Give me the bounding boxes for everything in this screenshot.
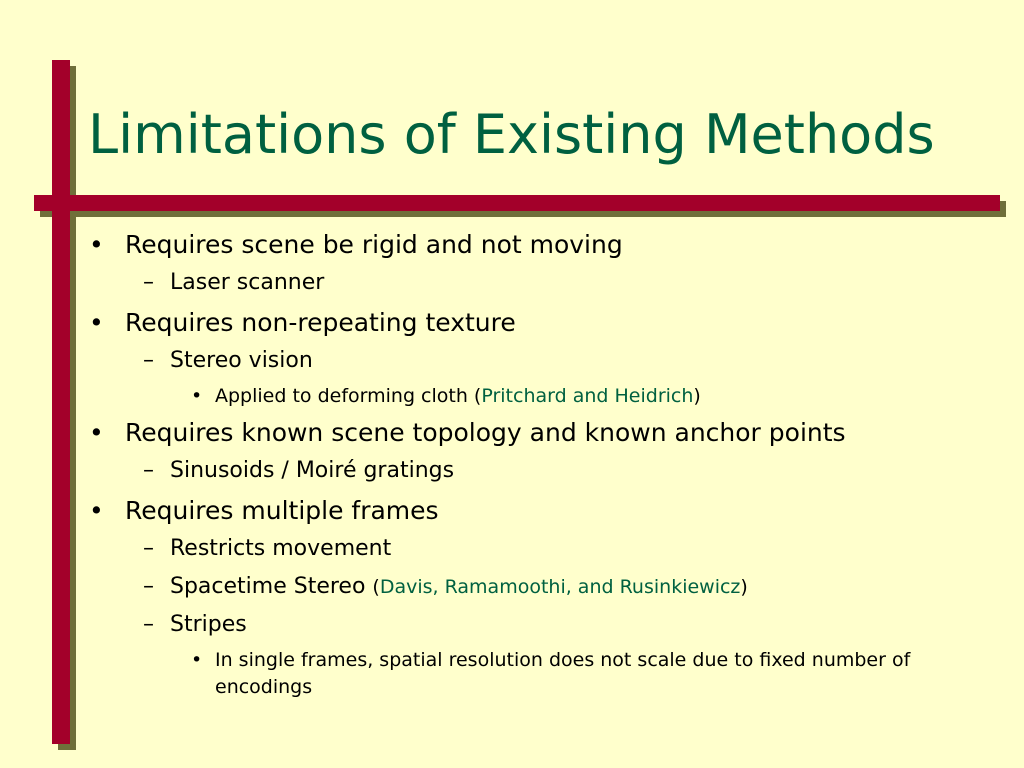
citation-close: ) — [740, 576, 748, 598]
sub-bullet-text: Laser scanner — [170, 270, 325, 295]
bullet-item — [85, 414, 985, 452]
bullet-item — [85, 226, 985, 264]
bullet-marker: • — [89, 308, 104, 337]
sub-bullet-item — [85, 264, 985, 302]
dash-marker: – — [143, 612, 154, 637]
sub-bullet-item — [85, 530, 985, 568]
dash-marker: – — [143, 348, 154, 373]
sub-bullet-text: Stripes — [170, 612, 247, 637]
dash-marker: – — [143, 458, 154, 483]
citation-open: ( — [372, 576, 380, 598]
bullet-marker: • — [89, 496, 104, 525]
bullet-text: Requires multiple frames — [125, 496, 439, 525]
dash-marker: – — [143, 574, 154, 599]
bullet-marker: • — [89, 418, 104, 447]
citation-text: Pritchard and Heidrich — [481, 385, 694, 407]
vertical-accent-bar — [52, 60, 70, 744]
sub-bullet-text: Stereo vision — [170, 348, 313, 373]
bullet-text: Requires non-repeating texture — [125, 308, 516, 337]
sub-sub-bullet-text: Applied to deforming cloth ( — [215, 385, 482, 407]
sub-bullet-item — [85, 452, 985, 490]
sub-bullet-text: Restricts movement — [170, 536, 392, 561]
small-bullet-marker: • — [191, 649, 203, 671]
citation-text: Davis, Ramamoothi, and Rusinkiewicz — [379, 576, 741, 598]
dash-marker: – — [143, 270, 154, 295]
sub-bullet-item — [85, 342, 985, 380]
bullet-text: Requires known scene topology and known anchor points — [125, 418, 846, 447]
sub-sub-bullet-text: In single frames, spatial resolution does not scale due to fixed number of encodings — [215, 649, 911, 698]
sub-bullet-text: Spacetime Stereo — [170, 574, 366, 599]
horizontal-accent-bar — [34, 195, 1000, 211]
sub-bullet-text: Sinusoids / Moiré gratings — [170, 458, 455, 483]
slide-title: Limitations of Existing Methods — [88, 103, 935, 166]
sub-sub-bullet-item — [85, 383, 985, 410]
bullet-marker: • — [89, 230, 104, 259]
citation-close: ) — [693, 385, 701, 407]
bullet-text: Requires scene be rigid and not moving — [125, 230, 623, 259]
bullet-list — [85, 224, 985, 705]
sub-bullet-item — [85, 568, 985, 606]
sub-sub-bullet-item — [85, 647, 915, 701]
bullet-item — [85, 492, 985, 530]
dash-marker: – — [143, 536, 154, 561]
sub-bullet-item — [85, 606, 985, 644]
bullet-item — [85, 304, 985, 342]
small-bullet-marker: • — [191, 385, 203, 407]
